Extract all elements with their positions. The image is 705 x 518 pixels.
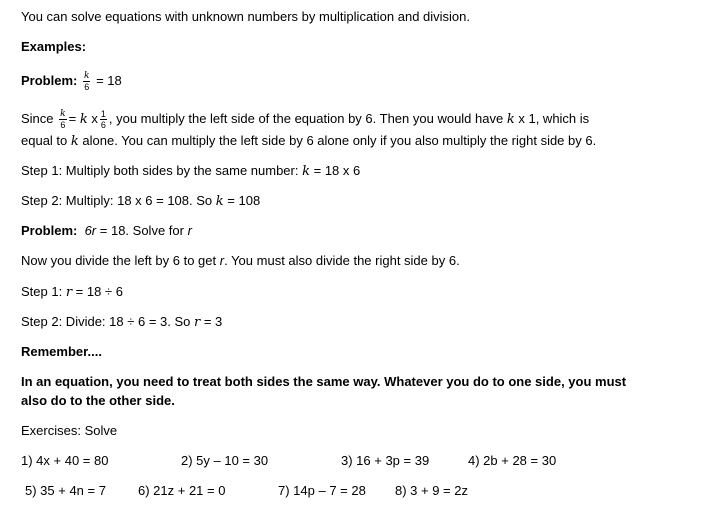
divide-pre: Now you divide the left by 6 to get [21,253,217,268]
since-equals: = [68,111,77,126]
fraction-denominator: 6 [84,82,90,93]
examples-heading: Examples: [21,39,87,54]
problem-1-label: Problem: [21,73,78,88]
since-fraction-1 [59,109,66,130]
since-rest: , you multiply the left side of the equation by 6. Then you would have [108,111,504,126]
problem-2-eq: 6r [84,223,97,238]
problem-2-rest: = 18. Solve for [99,223,184,238]
exercise-5: 5) 35 + 4n = 7 [25,483,106,498]
exercise-1: 1) 4x + 40 = 80 [21,453,109,468]
since-k: k [79,112,88,127]
fraction-numerator: k [83,71,90,82]
fraction-denominator: 6 [60,120,66,131]
since-line [21,105,589,134]
problem-1 [21,67,122,95]
step-2-multiply [21,193,260,210]
step-1-multiply [21,163,360,180]
exercise-8: 8) 3 + 9 = 2z [395,483,468,498]
step-2-expr: = 108 [227,193,261,208]
step-2b-r: r [194,315,201,330]
equal-post: alone. You can multiply the left side by 6 alone only if you also multiply the right side by 6. [82,133,597,148]
problem-2-var: r [187,223,192,238]
step-2b-expr: = 3 [203,314,223,329]
step-1-k: k [302,164,310,179]
step-2-text: Step 2: Multiply: 18 x 6 = 108. So [21,193,213,208]
since-times: x [91,111,98,126]
exercise-7: 7) 14p – 7 = 28 [278,483,366,498]
exercise-3: 3) 16 + 3p = 39 [341,453,430,468]
fraction-denominator: 6 [100,120,106,131]
equal-line [21,133,596,150]
problem-1-fraction [83,71,90,92]
step-1b-r: r [65,285,73,300]
divide-post: . You must also divide the right side by 6. [224,253,460,268]
since-fraction-2 [100,109,107,130]
equal-k: k [70,134,79,149]
exercise-2: 2) 5y – 10 = 30 [181,453,269,468]
since-k2: k [506,112,515,127]
step-2b-text: Step 2: Divide: 18 ÷ 6 = 3. So [21,314,191,329]
exercises-heading: Exercises: Solve [21,423,118,438]
equal-pre: equal to [21,133,68,148]
problem-1-rhs: = 18 [96,73,122,88]
since-word: Since [21,111,54,126]
fraction-numerator: 1 [100,109,106,120]
since-rest2: x 1, which is [518,111,590,126]
step-1-text: Step 1: Multiply both sides by the same number: [21,163,299,178]
step-1-expr: = 18 x 6 [313,163,361,178]
step-1b-text: Step 1: [21,284,63,299]
remember-heading: Remember.... [21,344,102,359]
remember-text-line-1: In an equation, you need to treat both sides the same way. Whatever you do to one side, you must [21,374,627,389]
step-1-divide [21,284,123,301]
problem-2 [21,223,192,239]
intro-text: You can solve equations with unknown numbers by multiplication and division. [21,9,471,24]
exercise-4: 4) 2b + 28 = 30 [468,453,557,468]
step-2-divide [21,314,222,331]
problem-2-label: Problem: [21,223,78,238]
divide-line [21,253,460,269]
divide-r: r [219,253,225,268]
remember-text-line-2: also do to the other side. [21,393,175,408]
fraction-numerator: k [60,109,66,120]
exercise-6: 6) 21z + 21 = 0 [138,483,226,498]
step-1b-expr: = 18 ÷ 6 [75,284,123,299]
step-2-k: k [215,194,224,209]
